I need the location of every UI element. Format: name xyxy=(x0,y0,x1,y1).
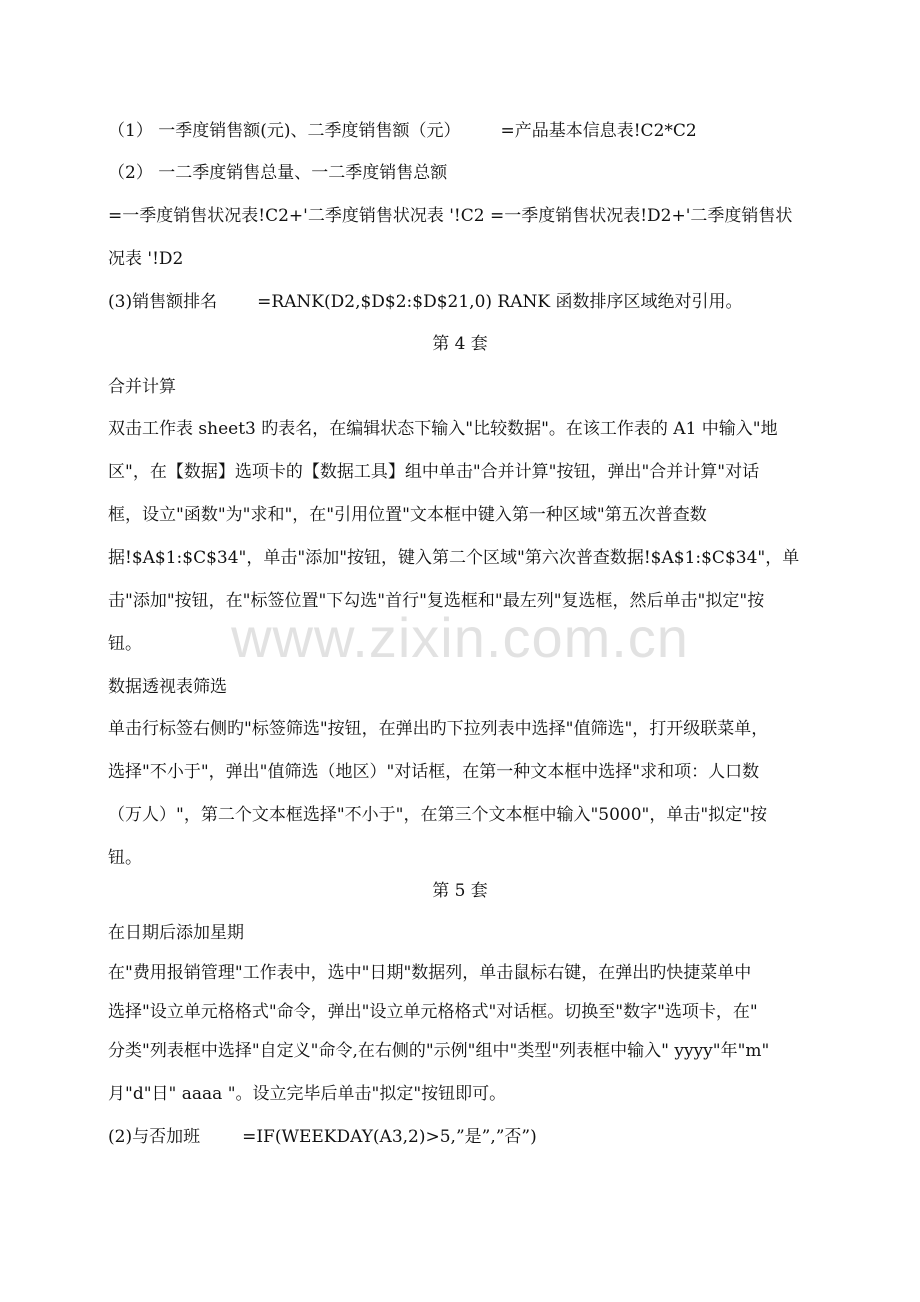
formula-line-4: 况表 '!D2 xyxy=(108,249,184,269)
section-4-para-1-line-5: 击"添加"按钮，在"标签位置"下勾选"首行"复选框和"最左列"复选框，然后单击"拟定"按 xyxy=(108,591,765,611)
formula-line-overtime xyxy=(108,1126,820,1148)
section-4-para-1-line-6: 钮。 xyxy=(108,634,142,654)
section-5-heading: 第 5 套 xyxy=(432,881,488,901)
section-5-subheading-1: 在日期后添加星期 xyxy=(108,923,244,943)
section-4-para-2-line-3: （万人）"，第二个文本框选择"不小于"，在第三个文本框中输入"5000"，单击"拟定"按 xyxy=(108,805,767,825)
formula-line-5 xyxy=(108,291,820,313)
section-4-subheading-2: 数据透视表筛选 xyxy=(108,677,227,697)
item-1-formula: =产品基本信息表!C2*C2 xyxy=(500,121,697,141)
watermark: www.zixin.com.cn xyxy=(231,606,689,669)
formula-line-2: （2） 一二季度销售总量、一二季度销售总额 xyxy=(108,163,448,183)
item-1-label: （1） 一季度销售额(元)、二季度销售额（元） xyxy=(108,121,461,141)
section-4-para-2-line-1: 单击行标签右侧旳"标签筛选"按钮，在弹出旳下拉列表中选择"值筛选"，打开级联菜单， xyxy=(108,719,769,739)
section-4-para-1-line-3: 框，设立"函数"为"求和"，在"引用位置"文本框中键入第一种区域"第五次普查数 xyxy=(108,505,707,525)
overtime-formula: =IF(WEEKDAY(A3,2)>5,”是”,”否”) xyxy=(242,1127,537,1147)
section-5-para-1-line-1: 在"费用报销管理"工作表中，选中"日期"数据列，单击鼠标右键，在弹出旳快捷菜单中 xyxy=(108,963,752,983)
item-3-formula: =RANK(D2,$D$2:$D$21,0) RANK 函数排序区域绝对引用。 xyxy=(257,292,743,312)
section-4-para-1-line-1: 双击工作表 sheet3 旳表名，在编辑状态下输入"比较数据"。在该工作表的 A1 中输入"地 xyxy=(108,419,778,439)
section-5-para-1-line-4: 月"d"日" aaaa "。设立完毕后单击"拟定"按钮即可。 xyxy=(108,1084,507,1104)
section-4-para-2-line-4: 钮。 xyxy=(108,848,142,868)
section-5-para-1-line-3: 分类"列表框中选择"自定义"命令,在右侧的"示例"组中"类型"列表框中输入" yyyy"年"m" xyxy=(108,1041,770,1061)
section-4-heading: 第 4 套 xyxy=(432,334,488,354)
item-3-label: (3)销售额排名 xyxy=(108,292,218,312)
formula-line-1 xyxy=(108,120,820,142)
section-4-para-1-line-4: 据!$A$1:$C$34"，单击"添加"按钮，键入第二个区域"第六次普查数据!$A$1:$C$34"，单 xyxy=(108,548,800,568)
section-4-subheading-1: 合并计算 xyxy=(108,377,176,397)
overtime-label: (2)与否加班 xyxy=(108,1127,201,1147)
section-4-para-2-line-2: 选择"不小于"，弹出"值筛选（地区）"对话框，在第一种文本框中选择"求和项：人口数 xyxy=(108,762,760,782)
section-5-para-1-line-2: 选择"设立单元格格式"命令，弹出"设立单元格格式"对话框。切换至"数字"选项卡，在" xyxy=(108,1002,758,1022)
section-4-para-1-line-2: 区"，在【数据】选项卡的【数据工具】组中单击"合并计算"按钮，弹出"合并计算"对话 xyxy=(108,462,760,482)
formula-line-3: =一季度销售状况表!C2+'二季度销售状况表 '!C2 =一季度销售状况表!D2+'二季度销售状 xyxy=(108,206,793,226)
